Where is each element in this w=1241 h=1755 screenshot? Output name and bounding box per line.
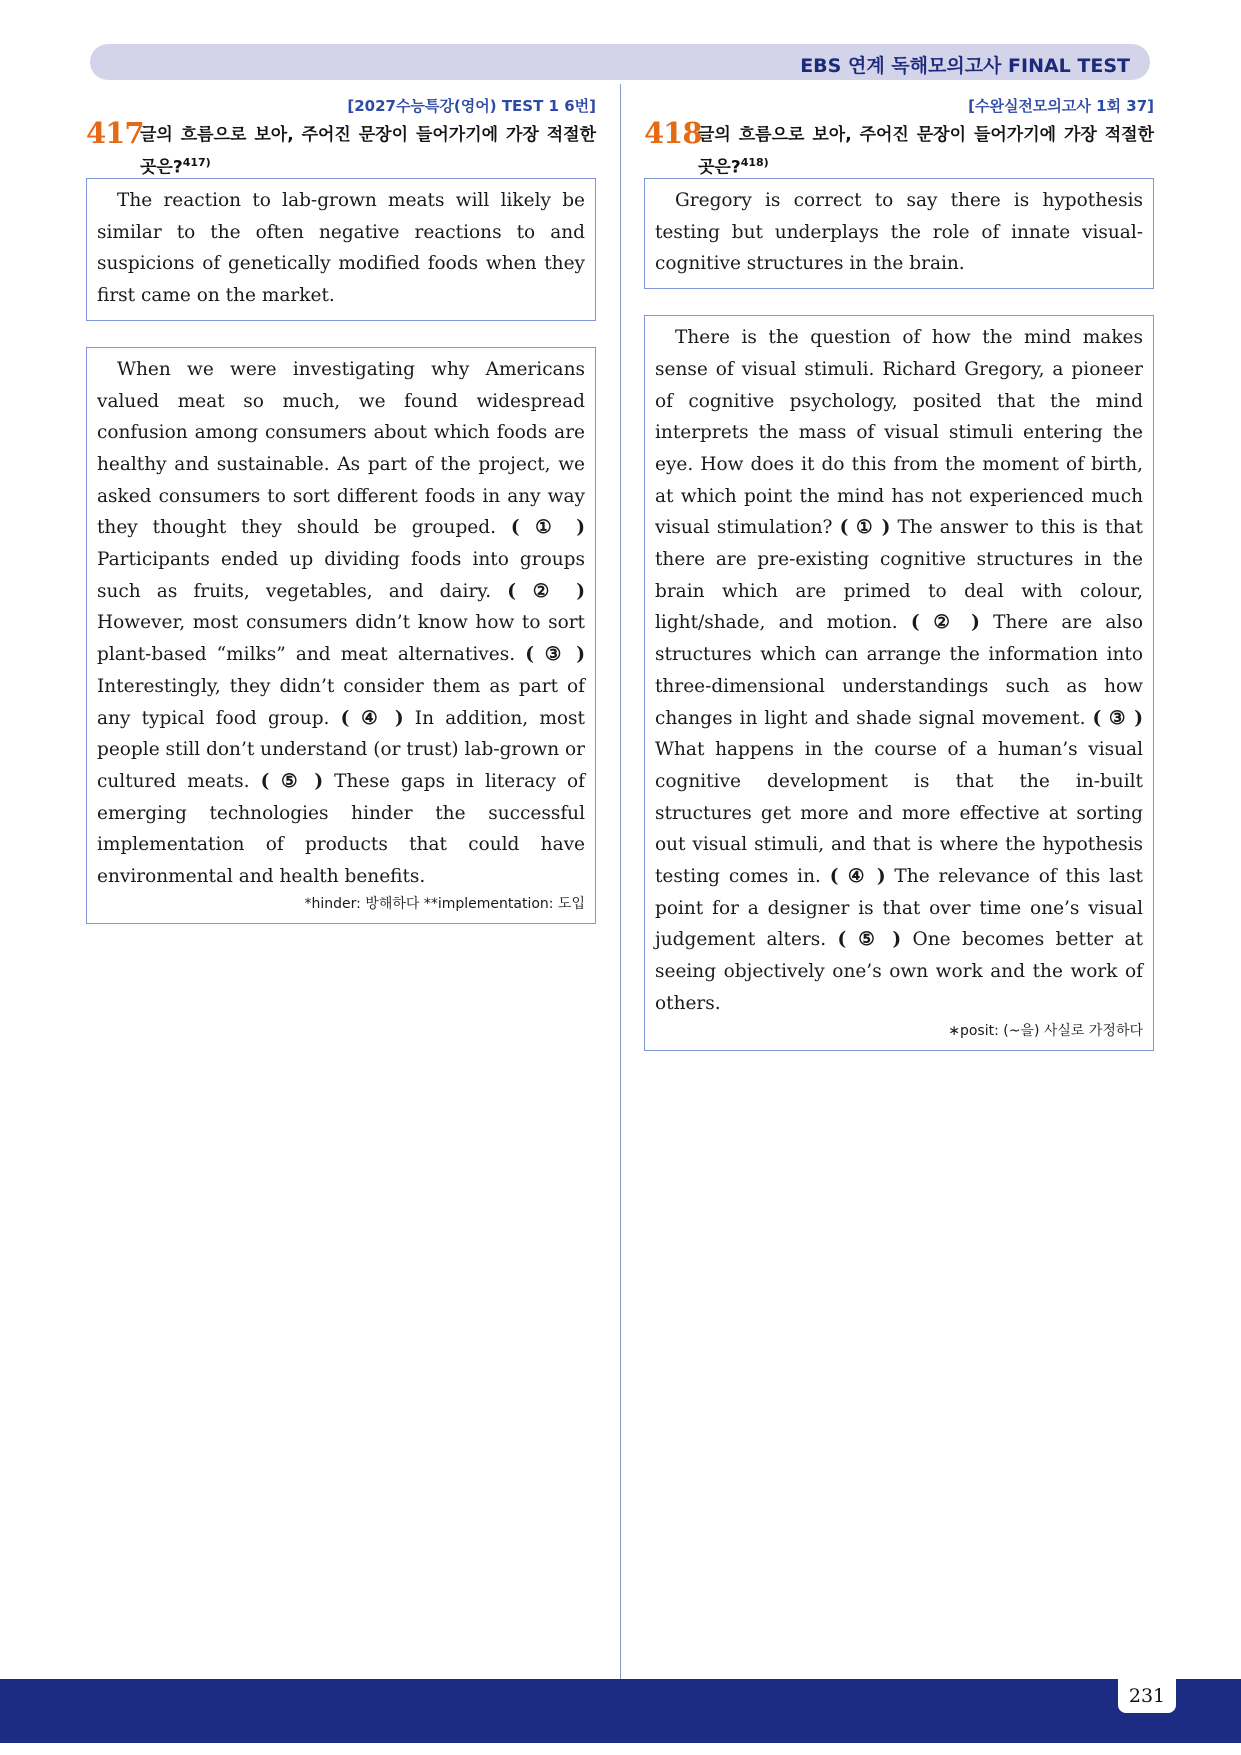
passage-segment: What happens in the course of a human’s visual cognitive development is that the in-built structures get more and more effective at sorting out visual stimuli, and that is where the hypothesis testing comes in. — [655, 739, 1143, 888]
passage-segment: Interestingly, they didn’t consider them as part of any typical food group. — [97, 675, 585, 729]
given-sentence: Gregory is correct to say there is hypothesis testing but underplays the role of innate visual-cognitive structures in the brain. — [655, 190, 1143, 275]
passage-segment: The relevance of this last point for a designer is that over time one’s visual judgement alters. — [655, 866, 1143, 951]
question-418 — [644, 94, 1154, 1051]
question-header — [86, 116, 596, 178]
question-source: [2027수능특강(영어) TEST 1 6번] — [347, 97, 596, 115]
question-prompt: 글의 흐름으로 보아, 주어진 문장이 들어가기에 가장 적절한 곳은? — [698, 125, 1154, 178]
blank-marker-2: ( ② ) — [507, 580, 585, 602]
footnote-mark: 418) — [740, 156, 769, 169]
question-prompt-block — [698, 122, 1154, 182]
vocabulary-note: ∗posit: (~을) 사실로 가정하다 — [948, 1022, 1143, 1039]
footnote-mark: 417) — [182, 156, 211, 169]
passage-text — [655, 322, 1143, 1019]
blank-marker-4: ( ④ ) — [340, 707, 404, 729]
question-number: 417 — [86, 116, 144, 150]
given-sentence-box — [644, 178, 1154, 289]
passage-box — [644, 315, 1154, 1050]
question-source: [수완실전모의고사 1회 37] — [968, 97, 1154, 115]
column-divider — [620, 84, 621, 1679]
footer-bar — [0, 1679, 1241, 1743]
header-title: EBS 연계 독해모의고사 FINAL TEST — [800, 55, 1130, 77]
question-417 — [86, 94, 596, 924]
passage-box — [86, 347, 596, 924]
passage-segment: When we were investigating why Americans valued meat so much, we found widespread confusion among consumers about which foods are healthy and sustainable. As part of the project, we asked consumers to sort different foods in any way they thought they should be grouped. — [97, 358, 585, 539]
passage-segment: However, most consumers didn’t know how to sort plant-based “milks” and meat alternatives. — [97, 612, 585, 666]
question-prompt-block — [140, 122, 596, 182]
passage-segment: There is the question of how the mind makes sense of visual stimuli. Richard Gregory, a pioneer of cognitive psychology, posited that the mind interprets the mass of visual stimuli entering the eye. How does it do this from the moment of birth, at which point the mind has not experienced much visual stimulation? — [655, 327, 1143, 539]
passage-segment: The answer to this is that there are pre-existing cognitive structures in the brain which are primed to deal with colour, light/shade, and motion. — [655, 517, 1143, 634]
passage-segment: One becomes better at seeing objectively one’s own work and the work of others. — [655, 929, 1143, 1014]
passage-segment: In addition, most people still don’t understand (or trust) lab-grown or cultured meats. — [97, 707, 586, 792]
blank-marker-1: ( ① ) — [510, 517, 585, 539]
passage-text — [97, 354, 585, 893]
passage-segment: There are also structures which can arrange the information into three-dimensional understandings such as how changes in light and shade signal movement. — [655, 612, 1143, 729]
blank-marker-1: ( ① ) — [839, 517, 891, 539]
given-sentence-box — [86, 178, 596, 321]
blank-marker-4: ( ④ ) — [829, 866, 886, 888]
vocabulary-note: *hinder: 방해하다 **implementation: 도입 — [304, 895, 585, 912]
header-bar — [90, 44, 1150, 80]
question-prompt: 글의 흐름으로 보아, 주어진 문장이 들어가기에 가장 적절한 곳은? — [140, 125, 596, 178]
blank-marker-3: ( ③ ) — [1092, 707, 1143, 729]
page-number: 231 — [1118, 1679, 1176, 1713]
blank-marker-3: ( ③ ) — [525, 644, 585, 666]
passage-segment: Participants ended up dividing foods into groups such as fruits, vegetables, and dairy. — [97, 549, 585, 602]
blank-marker-5: ( ⑤ ) — [837, 929, 902, 951]
blank-marker-2: ( ② ) — [910, 612, 980, 634]
given-sentence: The reaction to lab-grown meats will likely be similar to the often negative reactions to and suspicions of genetically modified foods when they first came on the market. — [97, 190, 585, 307]
blank-marker-5: ( ⑤ ) — [260, 770, 324, 792]
question-number: 418 — [644, 116, 702, 150]
question-header — [644, 116, 1154, 178]
passage-segment: These gaps in literacy of emerging technologies hinder the successful implementation of products that could have environmental and health benefits. — [97, 770, 585, 888]
